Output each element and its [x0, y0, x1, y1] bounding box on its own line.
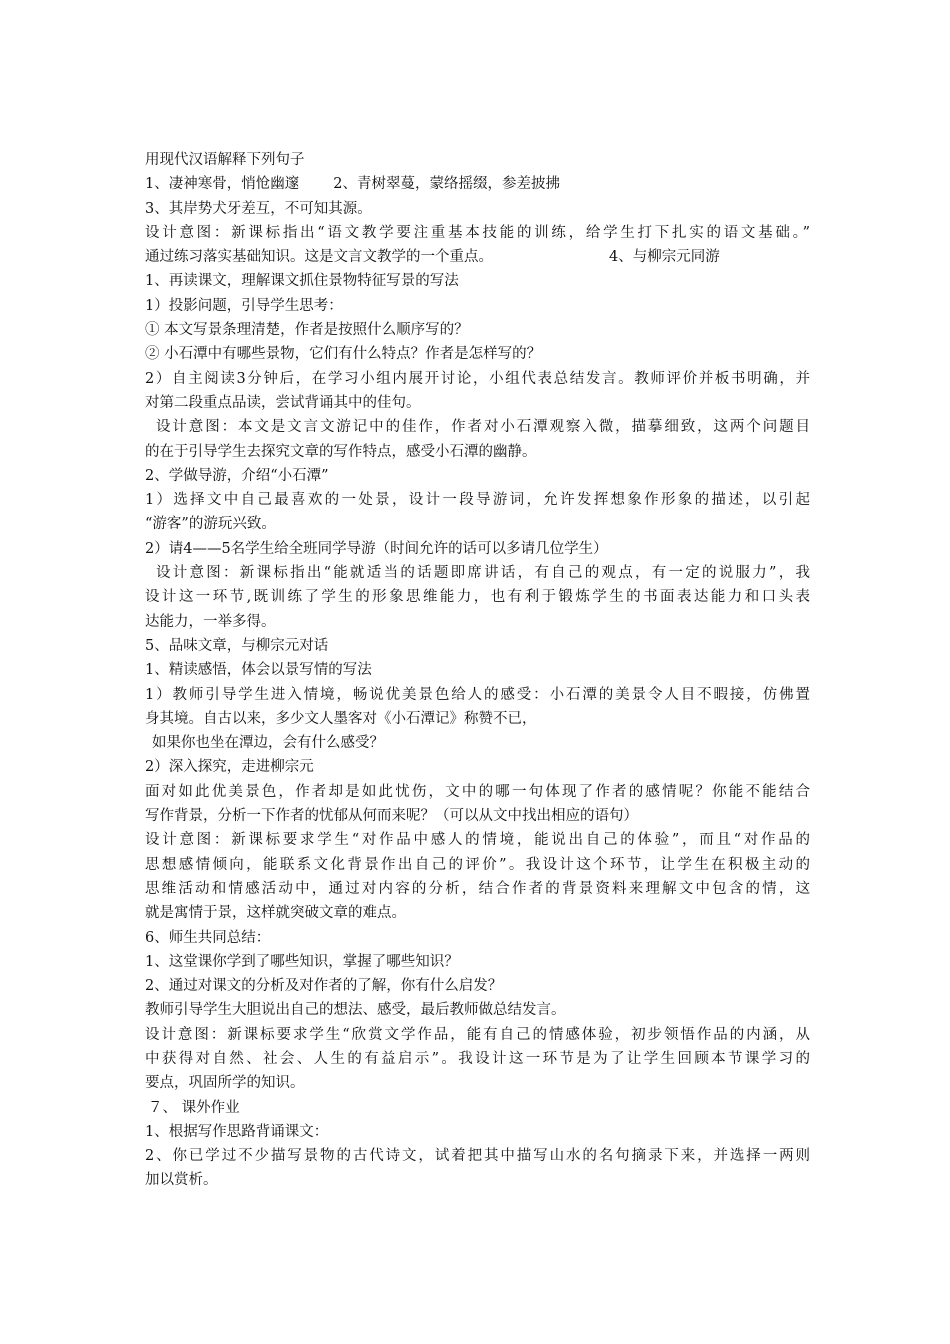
text-line: 1）投影问题，引导学生思考：: [145, 297, 343, 314]
text-line: 的在于引导学生去探究文章的写作特点，感受小石潭的幽静。: [145, 443, 537, 460]
text-line: 写作背景，分析一下作者的忧郁从何而来呢？（可以从文中找出相应的语句）: [145, 808, 638, 825]
text-fragment: 1、凄神寒骨，悄怆幽邃: [145, 176, 300, 193]
text-line: 2、你已学过不少描写景物的古代诗文，试着把其中描写山水的名句摘录下来，并选择一两则: [145, 1148, 810, 1165]
text-fragment: 通过练习落实基础知识。这是文言文教学的一个重点。: [145, 249, 493, 266]
text-line: 如果你也坐在潭边，会有什么感受？: [152, 735, 384, 752]
text-line: 6、师生共同总结：: [145, 929, 271, 946]
text-line: ① 本文写景条理清楚，作者是按照什么顺序写的？: [145, 322, 469, 339]
text-line-pair: [145, 172, 810, 196]
text-line: 2、学做导游，介绍“小石潭”: [145, 467, 329, 484]
text-line: 思想感情倾向，能联系文化背景作出自己的评价”。我设计这个环节，让学生在积极主动的: [145, 856, 810, 873]
text-line: 要点，巩固所学的知识。: [145, 1075, 305, 1092]
text-line: 设计意图：本文是文言文游记中的佳作，作者对小石潭观察入微，描摹细致，这两个问题目: [156, 419, 810, 436]
text-line: 3、其岸势犬牙差互，不可知其源。: [145, 200, 372, 217]
text-line: 教师引导学生大胆说出自己的想法、感受，最后教师做总结发言。: [145, 1002, 566, 1019]
text-line: 设计这一环节,既训练了学生的形象思维能力，也有利于锻炼学生的书面表达能力和口头表: [145, 589, 810, 606]
text-line: 身其境。自古以来，多少文人墨客对《小石潭记》称赞不已，: [145, 710, 537, 727]
text-line: 设计意图：新课标指出“能就适当的话题即席讲话，有自己的观点，有一定的说服力”，我: [156, 565, 810, 582]
text-line: 对第二段重点品读，尝试背诵其中的佳句。: [145, 394, 421, 411]
text-line: 设计意图：新课标指出“语文教学要注重基本技能的训练，给学生打下扎实的语文基础。”: [145, 224, 810, 241]
text-line: 5、品味文章，与柳宗元对话: [145, 637, 329, 654]
text-line: ② 小石潭中有哪些景物，它们有什么特点？作者是怎样写的？: [145, 346, 542, 363]
text-line: “游客”的游玩兴致。: [145, 516, 276, 533]
text-line: ７、 课外作业: [148, 1099, 240, 1116]
text-line-pair: [145, 245, 810, 269]
document-body: [145, 148, 810, 1193]
text-line: 1）选择文中自己最喜欢的一处景，设计一段导游词，允许发挥想象作形象的描述，以引起: [145, 492, 810, 509]
text-line: 就是寓情于景，这样就突破文章的难点。: [145, 905, 406, 922]
text-line: 2）深入探究，走进柳宗元: [145, 759, 314, 776]
text-line: 1、根据写作思路背诵课文：: [145, 1123, 329, 1140]
text-line: 2、通过对课文的分析及对作者的了解，你有什么启发？: [145, 978, 503, 995]
text-line: 用现代汉语解释下列句子: [145, 152, 305, 168]
text-line: 2）请4——5名学生给全班同学导游（时间允许的话可以多请几位学生）: [145, 540, 608, 557]
text-line: 思维活动和情感活动中，通过对内容的分析，结合作者的背景资料来理解文中包含的情，这: [145, 880, 810, 897]
text-line: 中获得对自然、社会、人生的有益启示”。我设计这一环节是为了让学生回顾本节课学习的: [145, 1050, 810, 1067]
text-line: 1）教师引导学生进入情境，畅说优美景色给人的感受：小石潭的美景令人目不暇接，仿佛置: [145, 686, 810, 703]
text-line: 达能力，一举多得。: [145, 613, 276, 630]
text-line: 1、这堂课你学到了哪些知识，掌握了哪些知识？: [145, 953, 459, 970]
text-fragment: 4、与柳宗元同游: [609, 249, 720, 266]
text-line: 加以赏析。: [145, 1172, 218, 1189]
text-line: 面对如此优美景色，作者却是如此忧伤，文中的哪一句体现了作者的感情呢？你能不能结合: [145, 783, 810, 800]
text-line: 设计意图：新课标要求学生“欣赏文学作品，能有自己的情感体验，初步领悟作品的内涵，从: [145, 1026, 810, 1043]
text-fragment: 2、青树翠蔓，蒙络摇缀，参差披拂: [333, 176, 560, 193]
text-line: 1、再读课文，理解课文抓住景物特征写景的写法: [145, 273, 459, 290]
text-line: 设计意图：新课标要求学生“对作品中感人的情境，能说出自己的体验”，而且“对作品的: [145, 832, 810, 849]
text-line: 1、精读感悟，体会以景写情的写法: [145, 662, 372, 679]
text-line: 2）自主阅读3分钟后，在学习小组内展开讨论，小组代表总结发言。教师评价并板书明确，并: [145, 370, 810, 387]
